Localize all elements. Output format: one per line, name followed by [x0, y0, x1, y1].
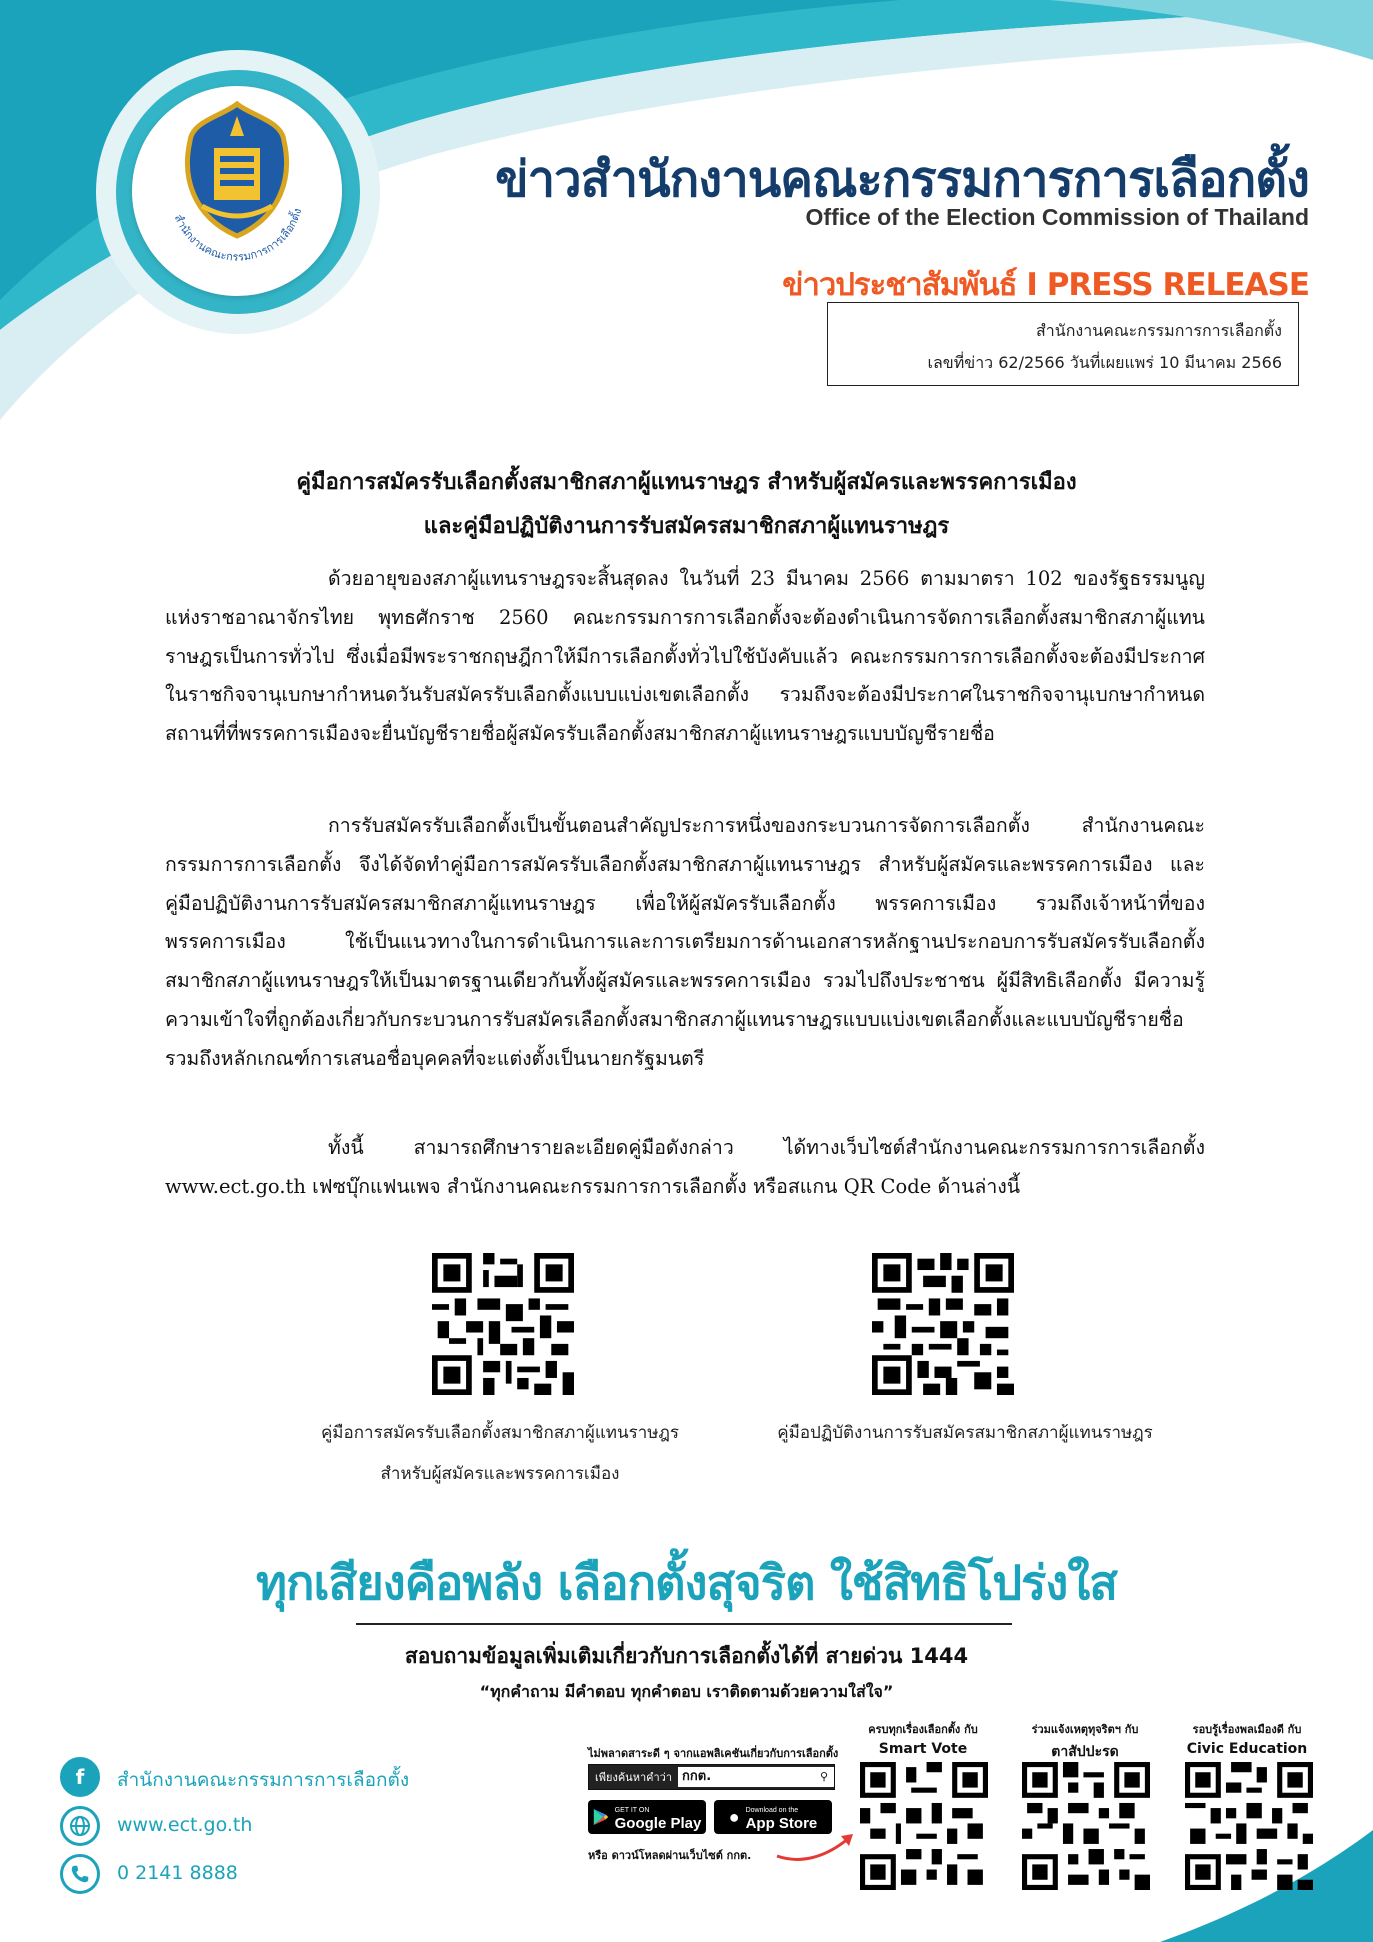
google-play-button[interactable] — [588, 1800, 706, 1834]
website-link[interactable]: www.ect.go.th — [117, 1814, 253, 1836]
hotline-quote: “ทุกคำถาม มีคำตอบ ทุกคำตอบ เราติดตามด้วยความใส่ใจ” — [479, 1682, 894, 1701]
qr-code-candidate-manual[interactable] — [432, 1253, 574, 1395]
campaign-slogan: ทุกเสียงคือพลัง เลือกตั้งสุจริต ใช้สิทธิโปร่งใส — [256, 1556, 1117, 1611]
civic-education-caption: รอบรู้เรื่องพลเมืองดี กับ — [1192, 1723, 1302, 1736]
civic-education-title: Civic Education — [1186, 1741, 1308, 1757]
press-office: สำนักงานคณะกรรมการการเลือกตั้ง — [1036, 321, 1282, 340]
paragraph-1-text: ด้วยอายุของสภาผู้แทนราษฎรจะสิ้นสุดลง ในวันที่ 23 มีนาคม 2566 ตามมาตรา 102 ของรัฐธรรมนูญแห่งราชอาณาจักรไทย พุทธศักราช 2560 คณะกรรมการการเลือกตั้งจะต้องดำเนินการจัดการเลือกตั้งสมาชิกสภาผู้แทนราษฎรเป็นการทั่วไป ซึ่งเมื่อมีพระราชกฤษฎีกาให้มีการเลือกตั้งทั่วไปใช้บังคับแล้ว คณะกรรมการการเลือกตั้งจะต้องมีประกาศในราชกิจจานุเบกษากำหนดวันรับสมัครรับเลือกตั้งแบบแบ่งเขตเลือกตั้ง รวมถึงจะต้องมีประกาศในราชกิจจานุเบกษากำหนดสถานที่ที่พรรคการเมืองจะยื่นบัญชีรายชื่อผู้สมัครรับเลือกตั้งสมาชิกสภาผู้แทนราษฎรแบบบัญชีรายชื่อ — [165, 567, 1205, 746]
app-store-small: Download on the — [745, 1807, 799, 1814]
globe-icon — [60, 1806, 100, 1846]
hotline-inquiry: สอบถามข้อมูลเพิ่มเติมเกี่ยวกับการเลือกตั้งได้ที่ สายด่วน 1444 — [404, 1644, 969, 1668]
document-title-line1: คู่มือการสมัครรับเลือกตั้งสมาชิกสภาผู้แทนราษฎร สำหรับผู้สมัครและพรรคการเมือง — [296, 470, 1077, 495]
body-paragraph-2 — [165, 807, 1205, 1079]
search-icon: ⚲ — [814, 1767, 834, 1787]
phone-icon — [60, 1854, 100, 1894]
qr-code-civic-education[interactable] — [1185, 1762, 1313, 1890]
paragraph-3-text: ทั้งนี้ สามารถศึกษารายละเอียดคู่มือดังกล่าว ได้ทางเว็บไซต์สำนักงานคณะกรรมการการเลือกตั้ง www.ect.go.th เฟซบุ๊กแฟนเพจ สำนักงานคณะกรรมการการเลือกตั้ง หรือสแกน QR Code ด้านล่างนี้ — [165, 1136, 1205, 1198]
body-paragraph-1 — [165, 560, 1205, 754]
svg-text:สำนักงานคณะกรรมการการเลือกตั้ง: สำนักงานคณะกรรมการการเลือกตั้ง — [171, 206, 305, 264]
search-value: กกต. — [678, 1767, 814, 1787]
app-search-box[interactable] — [588, 1764, 835, 1790]
qr-label-candidate-line2: สำหรับผู้สมัครและพรรคการเมือง — [380, 1464, 620, 1484]
document-title-line2: และคู่มือปฏิบัติงานการรับสมัครสมาชิกสภาผู้แทนราษฎร — [423, 514, 950, 539]
facebook-page-link[interactable]: สำนักงานคณะกรรมการการเลือกตั้ง — [117, 1769, 410, 1791]
app-store-label: App Store — [745, 1815, 818, 1832]
press-info-box — [827, 302, 1299, 386]
fraud-report-caption: ร่วมแจ้งเหตุทุจริตฯ กับ — [1031, 1723, 1139, 1736]
smart-vote-caption: ครบทุกเรื่องเลือกตั้ง กับ — [868, 1723, 978, 1736]
qr-label-operations: คู่มือปฏิบัติงานการรับสมัครสมาชิกสภาผู้แทนราษฎร — [777, 1423, 1153, 1443]
google-play-small: GET IT ON — [614, 1807, 650, 1814]
body-paragraph-3 — [165, 1129, 1205, 1207]
apple-icon: ● — [728, 1806, 740, 1827]
qr-code-operations-manual[interactable] — [872, 1253, 1014, 1395]
search-label: เพียงค้นหาคำว่า — [595, 1771, 673, 1784]
slogan-divider — [356, 1623, 1012, 1625]
google-play-label: Google Play — [614, 1815, 702, 1832]
google-play-icon — [593, 1808, 609, 1826]
header-title-thai: ข่าวสำนักงานคณะกรรมการการเลือกตั้ง — [495, 151, 1309, 208]
facebook-icon: f — [60, 1757, 100, 1797]
qr-code-smart-vote[interactable] — [860, 1762, 988, 1890]
ect-logo — [132, 86, 342, 296]
app-caption: ไม่พลาดสาระดี ๆ จากแอพลิเคชันเกี่ยวกับการเลือกตั้ง — [588, 1747, 839, 1760]
qr-label-candidate-line1: คู่มือการสมัครรับเลือกตั้งสมาชิกสภาผู้แทนราษฎร — [320, 1423, 680, 1443]
smart-vote-title: Smart Vote — [878, 1741, 968, 1757]
qr-code-fraud-report[interactable] — [1022, 1762, 1150, 1890]
header-title-english: Office of the Election Commission of Thailand — [805, 204, 1309, 230]
arrow-icon — [775, 1828, 857, 1862]
phone-number[interactable]: 0 2141 8888 — [117, 1862, 238, 1884]
press-number: เลขที่ข่าว 62/2566 วันที่เผยแพร่ 10 มีนาคม 2566 — [927, 353, 1282, 372]
fraud-report-title: ตาสัปปะรด — [1051, 1744, 1119, 1760]
emblem-icon — [132, 86, 342, 296]
press-release-label: ข่าวประชาสัมพันธ์ I PRESS RELEASE — [782, 267, 1309, 303]
paragraph-2-text: การรับสมัครรับเลือกตั้งเป็นขั้นตอนสำคัญประการหนึ่งของกระบวนการจัดการเลือกตั้ง สำนักงานคณะกรรมการการเลือกตั้ง จึงได้จัดทำคู่มือการสมัครรับเลือกตั้งสมาชิกสภาผู้แทนราษฎร สำหรับผู้สมัครและพรรคการเมือง และคู่มือปฏิบัติงานการรับสมัครสมาชิกสภาผู้แทนราษฎร เพื่อให้ผู้สมัครรับเลือกตั้ง พรรคการเมือง รวมถึงเจ้าหน้าที่ของพรรคการเมือง ใช้เป็นแนวทางในการดำเนินการและการเตรียมการด้านเอกสารหลักฐานประกอบการรับสมัครรับเลือกตั้งสมาชิกสภาผู้แทนราษฎรให้เป็นมาตรฐานเดียวกันทั้งผู้สมัครและพรรคการเมือง รวมไปถึงประชาชน ผู้มีสิทธิเลือกตั้ง มีความรู้ความเข้าใจที่ถูกต้องเกี่ยวกับกระบวนการรับสมัครเลือกตั้งสมาชิกสภาผู้แทนราษฎรแบบแบ่งเขตเลือกตั้งและแบบบัญชีรายชื่อ รวมถึงหลักเกณฑ์การเสนอชื่อบุคคลที่จะแต่งตั้งเป็นนายกรัฐมนตรี — [165, 814, 1205, 1070]
download-note: หรือ ดาวน์โหลดผ่านเว็บไซต์ กกต. — [588, 1849, 752, 1862]
